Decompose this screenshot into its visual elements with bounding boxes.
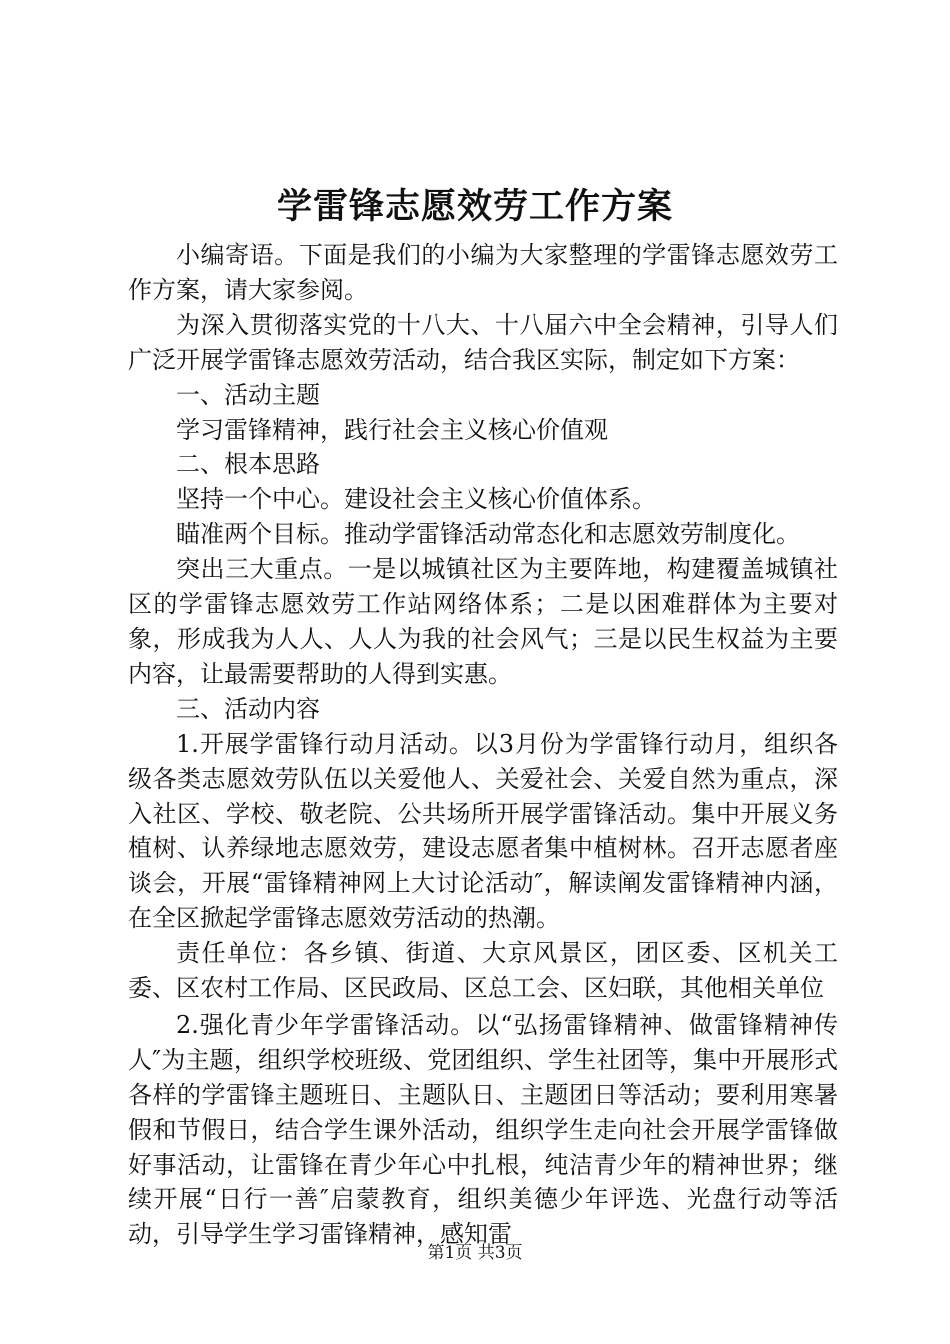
paragraph-two-goals: 瞄准两个目标。推动学雷锋活动常态化和志愿效劳制度化。 xyxy=(176,520,800,549)
section-heading-approach: 二、根本思路 xyxy=(176,450,320,479)
document-body xyxy=(128,238,838,1252)
section-heading-theme: 一、活动主题 xyxy=(176,380,320,409)
page-footer: 第1页 共3页 xyxy=(427,1243,523,1263)
paragraph-purpose: 为深入贯彻落实党的十八大、十八届六中全会精神，引导人们广泛开展学雷锋志愿效劳活动，结合我区实际，制定如下方案： xyxy=(128,310,838,374)
paragraph-three-priorities: 突出三大重点。一是以城镇社区为主要阵地，构建覆盖城镇社区的学雷锋志愿效劳工作站网络体系；二是以困难群体为主要对象，形成我为人人、人人为我的社会风气；三是以民生权益为主要内容，让最需要帮助的人得到实惠。 xyxy=(128,555,838,688)
paragraph-item-2: 2.强化青少年学雷锋活动。以“弘扬雷锋精神、做雷锋精神传人″为主题，组织学校班级、党团组织、学生社团等，集中开展形式各样的学雷锋主题班日、主题队日、主题团日等活动；要利用寒暑假和节假日，结合学生课外活动，组织学生走向社会开展学雷锋做好事活动，让雷锋在青少年心中扎根，纯洁青少年的精神世界；继续开展“日行一善″启蒙教育，组织美德少年评选、光盘行动等活动，引导学生学习雷锋精神，感知雷 xyxy=(128,1010,838,1249)
section-heading-content: 三、活动内容 xyxy=(176,694,320,723)
document-title: 学雷锋志愿效劳工作方案 xyxy=(276,186,673,227)
paragraph-theme: 学习雷锋精神，践行社会主义核心价值观 xyxy=(176,415,608,444)
paragraph-responsible-units: 责任单位：各乡镇、街道、大京风景区，团区委、区机关工委、区农村工作局、区民政局、区总工会、区妇联，其他相关单位 xyxy=(128,939,838,1003)
paragraph-item-1: 1.开展学雷锋行动月活动。以3月份为学雷锋行动月，组织各级各类志愿效劳队伍以关爱他人、关爱社会、关爱自然为重点，深入社区、学校、敬老院、公共场所开展学雷锋活动。集中开展义务植树、认养绿地志愿效劳，建设志愿者集中植树林。召开志愿者座谈会，开展“雷锋精神网上大讨论活动″，解读阐发雷锋精神内涵，在全区掀起学雷锋志愿效劳活动的热潮。 xyxy=(128,729,838,933)
paragraph-one-center: 坚持一个中心。建设社会主义核心价值体系。 xyxy=(176,485,656,514)
paragraph-intro: 小编寄语。下面是我们的小编为大家整理的学雷锋志愿效劳工作方案，请大家参阅。 xyxy=(128,241,838,304)
